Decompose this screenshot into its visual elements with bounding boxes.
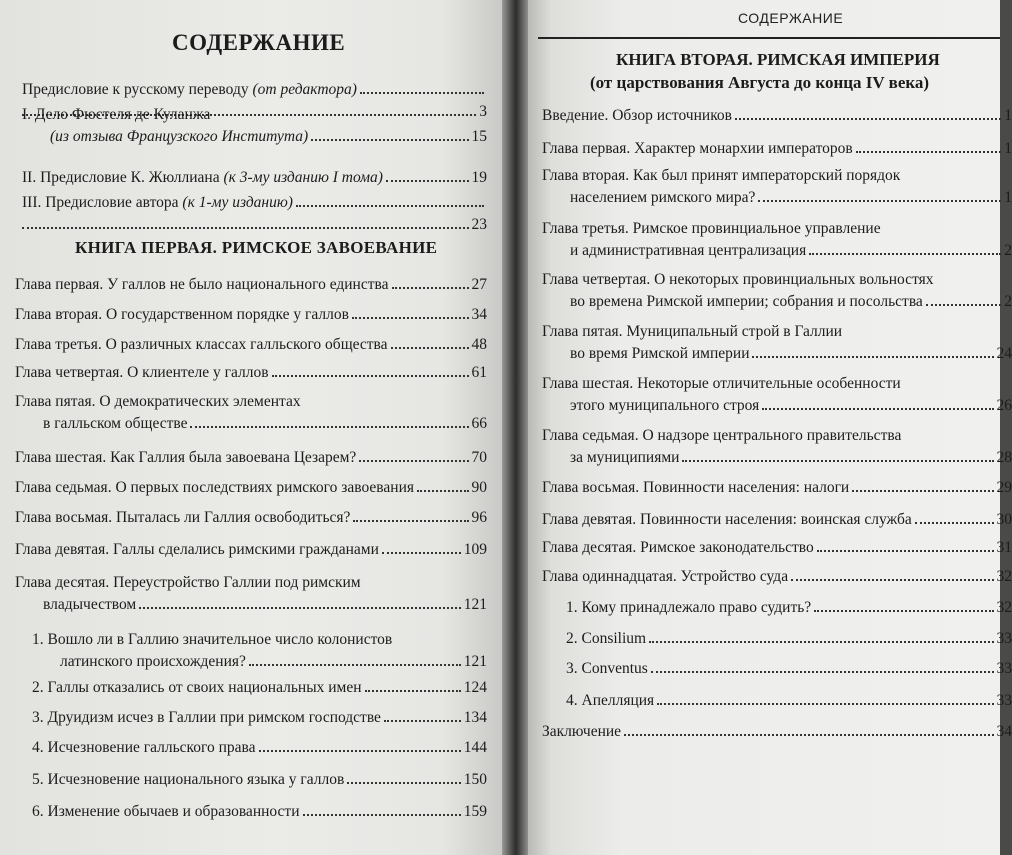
front-entry-2: I. Дело Фюстеля де Куланжа (из отзыва Французского Института) 15 [22, 106, 487, 145]
right-entry-10: Глава девятая. Повинности населения: воинская служба 30 [542, 511, 1012, 528]
right-entry-9: Глава восьмая. Повинности населения: налоги 29 [542, 479, 1012, 496]
right-entry-7: Глава шестая. Некоторые отличительные особенности этого муниципального строя 26 [542, 375, 1012, 414]
book-one-title: КНИГА ПЕРВАЯ. РИМСКОЕ ЗАВОЕВАНИЕ [75, 238, 438, 257]
right-entry-3: Глава вторая. Как был принят императорский порядок населением римского мира? 1 [542, 167, 1012, 206]
right-subsection-1: 1. Кому принадлежало право судить? 32 [566, 599, 1012, 616]
chapter-1: Глава первая. У галлов не было национального единства 27 [15, 276, 487, 293]
subsection-4: 4. Исчезновение галльского права 144 [32, 739, 487, 756]
right-subsection-2: 2. Consilium 33 [566, 630, 1012, 647]
chapter-2: Глава вторая. О государственном порядке у галлов 34 [15, 306, 487, 323]
book-gutter [502, 0, 528, 855]
chapter-9: Глава девятая. Галлы сделались римскими гражданами 109 [15, 541, 487, 558]
right-page [528, 0, 1012, 855]
running-head: СОДЕРЖАНИЕ [738, 10, 844, 26]
right-entry-4: Глава третья. Римское провинциальное управление и административная централизация 2 [542, 220, 1012, 259]
subsection-6: 6. Изменение обычаев и образованности 159 [32, 803, 487, 820]
chapter-8: Глава восьмая. Пыталась ли Галлия освободиться? 96 [15, 509, 487, 526]
book-two-subtitle: (от царствования Августа до конца IV века) [590, 73, 930, 92]
right-entry-11: Глава десятая. Римское законодательство 31 [542, 539, 1012, 556]
right-entry-1: Введение. Обзор источников 1 [542, 107, 1012, 124]
chapter-10: Глава десятая. Переустройство Галлии под римским владычеством 121 [15, 574, 487, 613]
chapter-5: Глава пятая. О демократических элементах в галльском обществе 66 [15, 393, 487, 432]
conclusion-entry: Заключение 34 [542, 723, 1012, 740]
front-entry-1: Предисловие к русскому переводу (от редактора) 3 [22, 81, 487, 120]
book-two-title: КНИГА ВТОРАЯ. РИМСКАЯ ИМПЕРИЯ [616, 50, 940, 69]
chapter-3: Глава третья. О различных классах галльского общества 48 [15, 336, 487, 353]
right-subsection-3: 3. Conventus 33 [566, 660, 1012, 677]
subsection-5: 5. Исчезновение национального языка у галлов 150 [32, 771, 487, 788]
subsection-2: 2. Галлы отказались от своих национальных имен 124 [32, 679, 487, 696]
chapter-6: Глава шестая. Как Галлия была завоевана Цезарем? 70 [15, 449, 487, 466]
front-entry-4: III. Предисловие автора (к 1-му изданию) 23 [22, 194, 487, 233]
right-entry-8: Глава седьмая. О надзоре центрального правительства за муниципиями 28 [542, 427, 1012, 466]
right-entry-12: Глава одиннадцатая. Устройство суда 32 [542, 568, 1012, 585]
running-head-rule [538, 37, 1000, 39]
subsection-3: 3. Друидизм исчез в Галлии при римском господстве 134 [32, 709, 487, 726]
subsection-1: 1. Вошло ли в Галлию значительное число колонистов латинского происхождения? 121 [32, 631, 487, 670]
contents-heading: СОДЕРЖАНИЕ [172, 30, 346, 55]
chapter-7: Глава седьмая. О первых последствиях римского завоевания 90 [15, 479, 487, 496]
right-subsection-4: 4. Апелляция 33 [566, 692, 1012, 709]
chapter-4: Глава четвертая. О клиентеле у галлов 61 [15, 364, 487, 381]
right-entry-6: Глава пятая. Муниципальный строй в Галлии во время Римской империи 24 [542, 323, 1012, 362]
front-entry-3: II. Предисловие К. Жюллиана (к 3-му изданию I тома) 19 [22, 169, 487, 186]
right-entry-5: Глава четвертая. О некоторых провинциальных вольностях во времена Римской империи; собрания и посольства 2 [542, 271, 1012, 310]
right-entry-2: Глава первая. Характер монархии императоров 1 [542, 140, 1012, 157]
left-page [0, 0, 502, 855]
